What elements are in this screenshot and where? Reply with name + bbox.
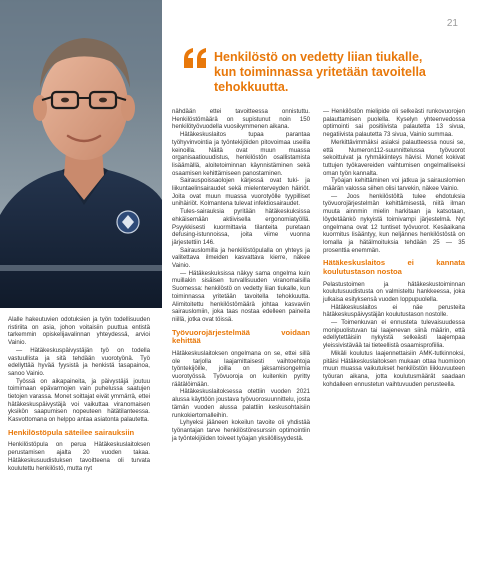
text-column-2 (172, 108, 310, 442)
paragraph: Lyhyeksi jääneen kokeilun tavoite oli yhdistää työnantajan tarve henkilöstöresurssin optimointiin ja työntekijöiden toiveet työajan yksilöllisyydestä. (172, 419, 310, 442)
paragraph: Tules-sairauksia pyritään hätäkeskuksissa ehkäisemään aktiivisella ergonomiatyöllä. Psyykkisesti kuormittavia tilanteita puretaan defusing-istunnoissa, joita viime vuonna järjestettiin 146. (172, 208, 310, 246)
paragraph: Hätäkeskuslaitoksessa otettiin vuoden 2021 alussa käyttöön joustava työvuorosuunnittelu, josta tämän vuoden alussa palattiin keskusohtaisiin runkokiertomalleihin. (172, 388, 310, 419)
section-heading: Työvuorojärjestelmää voidaan kehittää (172, 327, 310, 346)
paragraph: Sairauslomilla ja henkilöstöpulalla on yhteys ja valitettava ilmeiden kasvattava kierre, näkee Vainio. (172, 246, 310, 270)
page-number: 21 (446, 18, 458, 29)
paragraph: Mikäli koulutus laajennettaisiin AMK-tutkinnoksi, pitäisi Hätäkeskuslaitoksen mukaan ottaa huomioon muun muassa vaikutukset henkilöstön liikkuvuuteen työuran aikana, jotta koulutusmäärät saadaan kohdalleen ennustetun vaihtuvuuden perusteella. (323, 349, 465, 388)
paragraph: — Henkilöstön mielipide oli selkeästi runkovuorojen palauttamisen puolella. Kyselyn yhteenvedossa optimointi sai positiivista palautetta 13 sivua, negatiivista palautetta 73 sivua, Vainio summaa. (323, 108, 465, 139)
quote-mark-icon (182, 46, 208, 70)
paragraph: — Joos henkilöstöltä tulee ehdotuksia työvuorojärjestelmän kehittämisestä, niitä ilman muuta ainnmin mielin harkitaan ja katsotaan, löydetäänkö nykyistä toimivampi järjestelmä. Nyt ongelmana ovat 12 tuntiset työvuorot. Kesäaikana kuormitus lisääntyy, kun neljännes henkilöstöstä on lomalla ja hätälmoituksia tehdään 25 — 35 prosenttia enemmän. (323, 192, 465, 254)
paragraph: nähdään ettei tavoitteessa onnistuttu. Henkilöstömäärä on supistunut noin 150 henkilötyövuodella vuosikymmenen aikana. (172, 108, 310, 131)
paragraph: Hätäkeskuslaitos tupaa parantaa työhyvinvointia ja työntekijöiden pitovoimaa useilla keinoilla. Näitä ovat muun muassa organisaatiouudistus, henkilöstön osallistamista lisäämällä, aloitetoiminnan käynnistäminen sekä osaamisen kehittämiseen panostaminen. (172, 131, 310, 177)
paragraph: Pelastustoimen ja hätäkeskustoiminnan koulutusuudistusta on valmisteltu hankkeessa, joka julkaisa esityksensä vuoden loppupuolella. (323, 280, 465, 303)
text-column-3 (323, 108, 465, 388)
paragraph: Työssä on aikapaineita, ja päivystäjä joutuu toimimaan epävarmojen vain puhelussa saatujen tietojen varassa. Monet soittajat eivät ymmärrä, ettei hätäkeskuspäivystäjä voi vaikuttaa viranomaisen yksikön saapumisen nopeuteen hätätilanteessa. Kasvottomana on helppo antaa asiatonta palautetta. (8, 377, 150, 424)
paragraph: — Toimenkuvan ei ennusteta tulevaisuudessa monipuolistuvan tai laajenevan siinä määrin, että edellytettäisiin nykyistä selkeästi laajempaa yleissivistävää tai tieteellistä osaamisprofiilia. (323, 319, 465, 350)
pull-quote-text: Henkilöstö on vedetty liian tiukalle, kun toiminnassa yritetään tavoitella tehokkuutta. (214, 50, 426, 94)
section-heading: Hätäkeskuslaitos ei kannata koulutustason nostoa (323, 258, 465, 276)
paragraph: Henkilöstöpula on perua Hätäkeskuslaitoksen perustamisen ajalta 20 vuoden takaa. Hätäkeskusuudistuksen tavoitteena oli turvata koulutettu henkilöstö, mutta nyt (8, 441, 150, 472)
paragraph: — Hätäkeskuspäivystäjän työ on todella vastuullista ja sitä tehdään vuorotyönä. Työ edellyttää hyvää fyysistä ja henkistä tasapainoa, sanoo Vainio. (8, 346, 150, 377)
paragraph: Hätäkeskuslaitoksen ongelmana on se, ettei sillä ole tarjolla laajamittaisesti vaihtoehtoja työntekijöille, joilla on jaksamisongelmia vuorotyössä. Työvuoroja on kuitenkin pyritty räätälöimään. (172, 349, 310, 388)
paragraph: Hätäkeskuslaitos ei näe perusteita hätäkeskuspäivystäjän koulutustason nostolle. (323, 303, 465, 319)
paragraph: Sairauspoissaolojen kärjessä ovat tuki- ja liikuntaelinsairaudet sekä mielenterveyden häiriöt. Joita ovat muun muassa vuorotyölle tyypilliset unihäiriöt. Kolmantena tulevat infektiosairaudet. (172, 177, 310, 208)
paragraph: Merkittävimmäksi asiaksi palautteessa nousi se, että Numeron112-suunnittelussa työvuorot sekoittuivat ja ryhmäkiinteys hävisi. Monet kokivat tuttujen työkavereiden vaihtumisen ongelmalliseksi oman työn kannalta. (323, 138, 465, 177)
text-column-1 (8, 316, 150, 472)
paragraph: Alalle hakeutuvien odotuksien ja työn todellisuuden ristiriita on asia, johon voitaisiin puuttua entistä tarkemmin opiskelijavalinnan yhteydessä, arvioi Vainio. (8, 316, 150, 347)
section-heading: Henkilöstöpula säteilee sairauksiin (8, 427, 135, 437)
portrait-photo (0, 0, 162, 308)
paragraph: Työajan kehittäminen voi jatkua ja sairauslomien määrän valossa siihen olisi tarvekin, näkee Vainio. (323, 177, 465, 193)
paragraph: — Hätäkeskuksissa näkyy sama ongelma kuin muillakin sisäisen turvallisuuden viranomaisilla Suomessa: henkilöstö on vedetty liian tiukalle, kun toiminnassa yritetään tavoitella tehokkuutta. Alimitoitettu henkilöstömäärä johtaa kasvaviin sairauslomiin, joka taas nostaa edelleen paineita niillä, jotka ovat töissä. (172, 269, 310, 323)
